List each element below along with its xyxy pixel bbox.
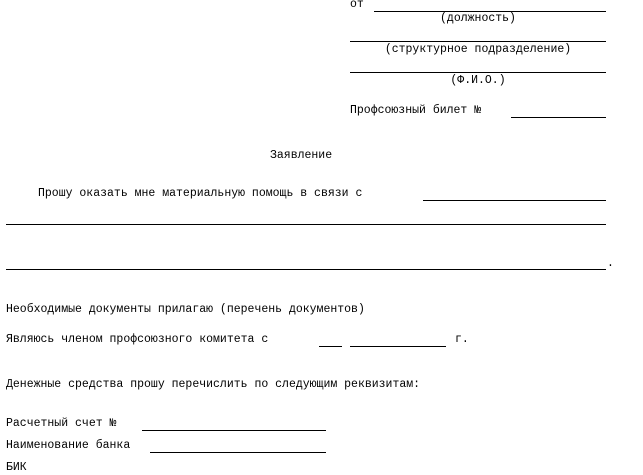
member-day-line [319,346,342,347]
bank-line [150,452,326,453]
reason-line-3 [6,269,606,270]
member-text: Являюсь членом профсоюзного комитета с [6,333,269,346]
documents-text: Необходимые документы прилагаю (перечень документов) [6,303,365,316]
year-suffix: г. [455,333,469,346]
from-label: от [350,0,364,11]
request-text: Прошу оказать мне материальную помощь в связи с [38,187,363,200]
request-reason-line [423,200,606,201]
account-line [142,430,326,431]
bik-label: БИК [6,461,27,474]
transfer-text: Денежные средства прошу перечислить по следующим реквизитам: [6,378,421,391]
department-line [350,41,606,42]
department-caption: (структурное подразделение) [384,43,572,56]
reason-end-period: . [607,257,614,270]
account-label: Расчетный счет № [6,417,117,430]
fio-line [350,72,606,73]
reason-line-2 [6,224,606,225]
fio-caption: (Ф.И.О.) [450,74,506,87]
position-caption: (должность) [440,12,516,25]
document-title: Заявление [270,149,333,162]
union-card-line [511,117,606,118]
union-card-label: Профсоюзный билет № [350,104,482,117]
bank-label: Наименование банка [6,439,131,452]
member-month-line [350,346,446,347]
